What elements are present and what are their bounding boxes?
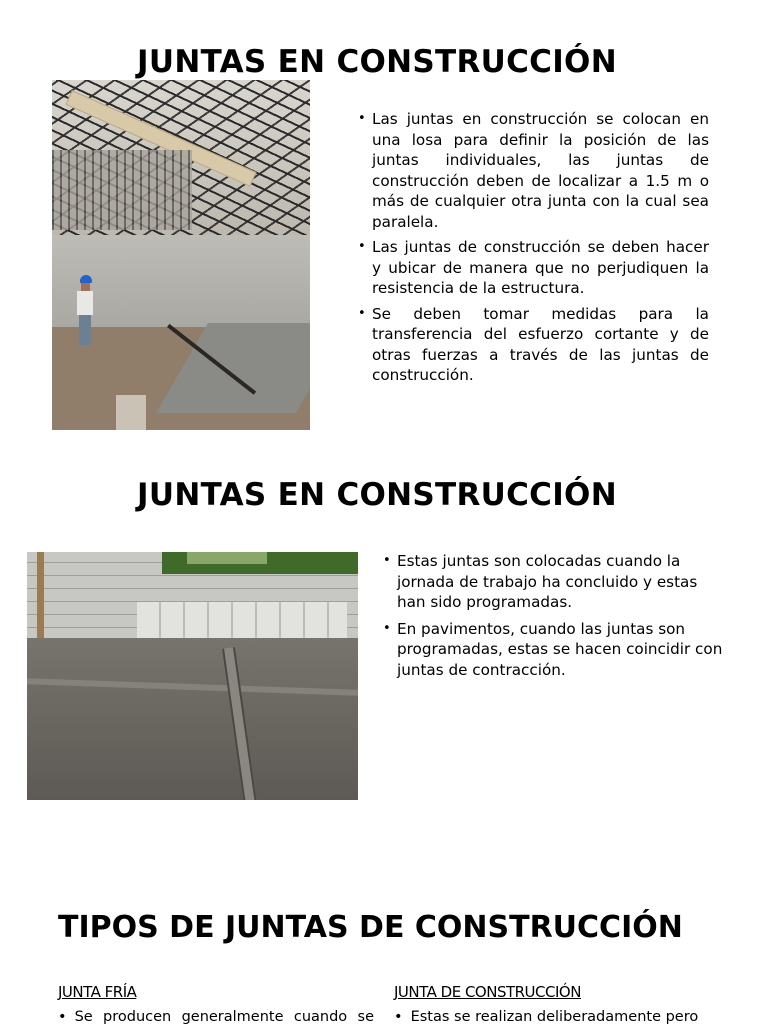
concrete-floor xyxy=(27,638,358,800)
junta-construccion-text xyxy=(394,1007,698,1027)
junta-fria-text xyxy=(58,1007,374,1027)
junta-fria-heading: JUNTA FRÍA xyxy=(58,983,137,1001)
junta-construccion-text-line: Estas se realizan deliberadamente pero xyxy=(410,1009,699,1025)
slab-photo-part xyxy=(52,235,310,430)
slide2-bullet-1: • Estas juntas son colocadas cuando la jornada de trabajo ha concluido y estas han sido programadas. xyxy=(383,551,723,613)
slide2-bullet-2: • En pavimentos, cuando las juntas son programadas, estas se hacen coincidir con juntas de contracción. xyxy=(383,619,723,681)
metal-mesh xyxy=(52,150,192,230)
bullet-dot: • xyxy=(394,1009,403,1025)
slide2-title: JUNTAS EN CONSTRUCCIÓN xyxy=(137,477,617,513)
form-edge xyxy=(116,395,146,430)
pavement-joint-photo xyxy=(27,552,358,800)
slide1-bullet-1: • Las juntas en construcción se colocan en una losa para definir la posición de las juntas individuales, las juntas de construcción deben de localizar a 1.5 m o más de cualquier otra junta con la cual sea paralela. xyxy=(358,109,709,232)
junta-construccion-heading: JUNTA DE CONSTRUCCIÓN xyxy=(394,983,581,1001)
junta-fria-text-line: Se producen generalmente cuando se xyxy=(74,1009,374,1025)
wooden-post xyxy=(37,552,44,640)
slide3-title: TIPOS DE JUNTAS DE CONSTRUCCIÓN xyxy=(58,910,683,945)
rebar-and-slab-photo xyxy=(52,80,310,430)
rebar-photo-part xyxy=(52,80,310,235)
slide2-bullet-list xyxy=(383,551,723,686)
stacked-blocks xyxy=(137,602,347,640)
slide1-bullet-2: • Las juntas de construcción se deben hacer y ubicar de manera que no perjudiquen la resistencia de la estructura. xyxy=(358,237,709,299)
slide1-title: JUNTAS EN CONSTRUCCIÓN xyxy=(137,44,617,80)
slide1-bullet-list xyxy=(358,109,709,391)
bullet-dot: • xyxy=(58,1009,67,1025)
sky-patch xyxy=(187,552,267,564)
worker-figure xyxy=(77,275,95,350)
slide1-bullet-3: • Se deben tomar medidas para la transferencia del esfuerzo cortante y de otras fuerzas a través de las juntas de construcción. xyxy=(358,304,709,386)
